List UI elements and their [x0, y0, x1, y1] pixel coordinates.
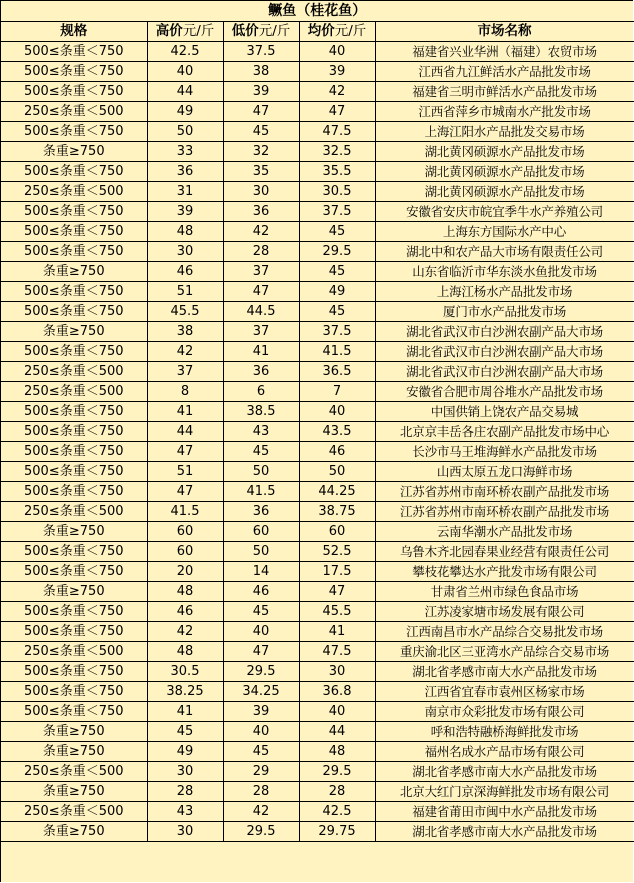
avg-price-cell: 41: [299, 622, 375, 642]
high-price-cell: 45.5: [147, 302, 223, 322]
avg-price-cell: 32.5: [299, 142, 375, 162]
avg-price-cell: 35.5: [299, 162, 375, 182]
spec-cell: 250≤条重＜500: [1, 762, 147, 782]
spec-cell: 500≤条重＜750: [1, 302, 147, 322]
high-price-cell: 40: [147, 62, 223, 82]
low-price-cell: 45: [223, 742, 299, 762]
high-price-cell: 49: [147, 102, 223, 122]
avg-price-cell: 49: [299, 282, 375, 302]
table-row: [1, 342, 634, 362]
table-row: [1, 42, 634, 62]
table-row: [1, 782, 634, 802]
table-row: [1, 62, 634, 82]
high-price-cell: 44: [147, 82, 223, 102]
high-price-cell: 28: [147, 782, 223, 802]
high-price-cell: 48: [147, 642, 223, 662]
high-price-cell: 42: [147, 622, 223, 642]
avg-price-cell: 37.5: [299, 202, 375, 222]
table-row: [1, 642, 634, 662]
table-row: [1, 622, 634, 642]
spec-cell: 500≤条重＜750: [1, 82, 147, 102]
avg-price-cell: 30.5: [299, 182, 375, 202]
high-price-cell: 60: [147, 542, 223, 562]
spec-cell: 500≤条重＜750: [1, 162, 147, 182]
market-cell: 湖北中和农产品大市场有限责任公司: [375, 242, 634, 262]
avg-price-cell: 60: [299, 522, 375, 542]
spec-cell: 500≤条重＜750: [1, 42, 147, 62]
spec-cell: 500≤条重＜750: [1, 62, 147, 82]
market-cell: 重庆渝北区三亚湾水产品综合交易市场: [375, 642, 634, 662]
market-cell: 湖北省孝感市南大水产品批发市场: [375, 822, 634, 842]
high-price-cell: 36: [147, 162, 223, 182]
avg-price-cell: 45: [299, 302, 375, 322]
table-row: [1, 302, 634, 322]
high-price-cell: 51: [147, 282, 223, 302]
high-price-cell: 38.25: [147, 682, 223, 702]
low-price-cell: 38: [223, 62, 299, 82]
low-price-cell: 29.5: [223, 662, 299, 682]
market-cell: 安徽省合肥市周谷堆水产品批发市场: [375, 382, 634, 402]
spec-cell: 500≤条重＜750: [1, 482, 147, 502]
avg-price-cell: 43.5: [299, 422, 375, 442]
avg-price-cell: 45.5: [299, 602, 375, 622]
market-cell: 长沙市马王堆海鲜水产品批发市场: [375, 442, 634, 462]
spec-cell: 条重≥750: [1, 582, 147, 602]
low-price-cell: 37.5: [223, 42, 299, 62]
spec-cell: 500≤条重＜750: [1, 682, 147, 702]
spec-cell: 500≤条重＜750: [1, 402, 147, 422]
market-cell: 江苏凌家塘市场发展有限公司: [375, 602, 634, 622]
avg-price-cell: 40: [299, 702, 375, 722]
avg-price-cell: 38.75: [299, 502, 375, 522]
spec-cell: 250≤条重＜500: [1, 182, 147, 202]
avg-price-cell: 36.8: [299, 682, 375, 702]
table-row: [1, 82, 634, 102]
market-cell: 湖北黄冈硕源水产品批发市场: [375, 162, 634, 182]
table-body: [1, 42, 634, 842]
market-cell: 呼和浩特融桥海鲜批发市场: [375, 722, 634, 742]
spec-cell: 500≤条重＜750: [1, 602, 147, 622]
low-price-cell: 41.5: [223, 482, 299, 502]
avg-price-cell: 46: [299, 442, 375, 462]
avg-price-cell: 40: [299, 42, 375, 62]
table-row: [1, 682, 634, 702]
high-price-cell: 49: [147, 742, 223, 762]
table-row: [1, 722, 634, 742]
spec-cell: 500≤条重＜750: [1, 442, 147, 462]
table-row: [1, 482, 634, 502]
market-cell: 湖北省孝感市南大水产品批发市场: [375, 662, 634, 682]
low-price-cell: 38.5: [223, 402, 299, 422]
table-row: [1, 602, 634, 622]
spec-cell: 500≤条重＜750: [1, 342, 147, 362]
low-price-cell: 60: [223, 522, 299, 542]
market-cell: 中国供销上饶农产品交易城: [375, 402, 634, 422]
low-price-cell: 37: [223, 322, 299, 342]
table-row: [1, 442, 634, 462]
header-avg-unit: 元/斤: [334, 23, 367, 39]
table-row: [1, 582, 634, 602]
table-row: [1, 662, 634, 682]
spec-cell: 250≤条重＜500: [1, 382, 147, 402]
avg-price-cell: 45: [299, 262, 375, 282]
market-cell: 江西南昌市水产品综合交易批发市场: [375, 622, 634, 642]
spec-cell: 500≤条重＜750: [1, 202, 147, 222]
table-row: [1, 142, 634, 162]
high-price-cell: 46: [147, 602, 223, 622]
low-price-cell: 50: [223, 462, 299, 482]
low-price-cell: 39: [223, 702, 299, 722]
header-low-unit: 元/斤: [258, 23, 291, 39]
avg-price-cell: 29.5: [299, 242, 375, 262]
high-price-cell: 30.5: [147, 662, 223, 682]
spec-cell: 250≤条重＜500: [1, 502, 147, 522]
market-cell: 福建省兴业华洲（福建）农贸市场: [375, 42, 634, 62]
spec-cell: 条重≥750: [1, 522, 147, 542]
table-row: [1, 462, 634, 482]
low-price-cell: 50: [223, 542, 299, 562]
market-cell: 江西省九江鲜活水产品批发市场: [375, 62, 634, 82]
spec-cell: 500≤条重＜750: [1, 282, 147, 302]
header-market: 市场名称: [375, 22, 634, 42]
avg-price-cell: 50: [299, 462, 375, 482]
avg-price-cell: 47.5: [299, 642, 375, 662]
table-row: [1, 362, 634, 382]
spec-cell: 条重≥750: [1, 142, 147, 162]
avg-price-cell: 40: [299, 402, 375, 422]
avg-price-cell: 47.5: [299, 122, 375, 142]
low-price-cell: 42: [223, 802, 299, 822]
avg-price-cell: 47: [299, 582, 375, 602]
market-cell: 厦门市水产品批发市场: [375, 302, 634, 322]
avg-price-cell: 42: [299, 82, 375, 102]
high-price-cell: 48: [147, 222, 223, 242]
spec-cell: 500≤条重＜750: [1, 242, 147, 262]
avg-price-cell: 44: [299, 722, 375, 742]
low-price-cell: 42: [223, 222, 299, 242]
market-cell: 云南华潮水产品批发市场: [375, 522, 634, 542]
spec-cell: 500≤条重＜750: [1, 422, 147, 442]
avg-price-cell: 17.5: [299, 562, 375, 582]
low-price-cell: 47: [223, 282, 299, 302]
table-row: [1, 522, 634, 542]
avg-price-cell: 44.25: [299, 482, 375, 502]
market-cell: 上海江杨水产品批发市场: [375, 282, 634, 302]
avg-price-cell: 47: [299, 102, 375, 122]
low-price-cell: 36: [223, 362, 299, 382]
spec-cell: 条重≥750: [1, 262, 147, 282]
high-price-cell: 44: [147, 422, 223, 442]
high-price-cell: 41: [147, 402, 223, 422]
avg-price-cell: 37.5: [299, 322, 375, 342]
table-row: [1, 742, 634, 762]
spec-cell: 250≤条重＜500: [1, 362, 147, 382]
market-cell: 攀枝花攀达水产批发市场有限公司: [375, 562, 634, 582]
low-price-cell: 45: [223, 602, 299, 622]
low-price-cell: 29: [223, 762, 299, 782]
low-price-cell: 43: [223, 422, 299, 442]
spec-cell: 250≤条重＜500: [1, 102, 147, 122]
header-avg-label: 均价: [307, 23, 335, 39]
table-row: [1, 502, 634, 522]
avg-price-cell: 30: [299, 662, 375, 682]
high-price-cell: 31: [147, 182, 223, 202]
table-row: [1, 242, 634, 262]
low-price-cell: 40: [223, 622, 299, 642]
market-cell: 湖北省武汉市白沙洲农副产品大市场: [375, 362, 634, 382]
avg-price-cell: 52.5: [299, 542, 375, 562]
high-price-cell: 45: [147, 722, 223, 742]
low-price-cell: 14: [223, 562, 299, 582]
table-row: [1, 702, 634, 722]
table-row: [1, 422, 634, 442]
header-high-unit: 元/斤: [182, 23, 215, 39]
high-price-cell: 20: [147, 562, 223, 582]
avg-price-cell: 39: [299, 62, 375, 82]
header-high-price: [147, 22, 223, 42]
market-cell: 江苏省苏州市南环桥农副产品批发市场: [375, 502, 634, 522]
table-title-row: [1, 1, 634, 22]
high-price-cell: 33: [147, 142, 223, 162]
high-price-cell: 42: [147, 342, 223, 362]
spec-cell: 500≤条重＜750: [1, 662, 147, 682]
table-row: [1, 322, 634, 342]
low-price-cell: 36: [223, 202, 299, 222]
low-price-cell: 32: [223, 142, 299, 162]
table-row: [1, 802, 634, 822]
spec-cell: 条重≥750: [1, 742, 147, 762]
high-price-cell: 43: [147, 802, 223, 822]
spec-cell: 条重≥750: [1, 722, 147, 742]
table-row: [1, 222, 634, 242]
high-price-cell: 30: [147, 762, 223, 782]
avg-price-cell: 45: [299, 222, 375, 242]
market-cell: 福州名成水产品市场有限公司: [375, 742, 634, 762]
low-price-cell: 30: [223, 182, 299, 202]
low-price-cell: 39: [223, 82, 299, 102]
avg-price-cell: 36.5: [299, 362, 375, 382]
spec-cell: 条重≥750: [1, 822, 147, 842]
low-price-cell: 28: [223, 782, 299, 802]
market-cell: 江西省萍乡市城南水产批发市场: [375, 102, 634, 122]
table-row: [1, 562, 634, 582]
market-cell: 南京市众彩批发市场有限公司: [375, 702, 634, 722]
high-price-cell: 8: [147, 382, 223, 402]
table-row: [1, 762, 634, 782]
low-price-cell: 36: [223, 502, 299, 522]
spec-cell: 500≤条重＜750: [1, 702, 147, 722]
low-price-cell: 47: [223, 102, 299, 122]
market-cell: 湖北黄冈硕源水产品批发市场: [375, 142, 634, 162]
table-row: [1, 202, 634, 222]
price-table: [1, 1, 634, 842]
high-price-cell: 38: [147, 322, 223, 342]
high-price-cell: 41.5: [147, 502, 223, 522]
market-cell: 北京大红门京深海鲜批发市场有限公司: [375, 782, 634, 802]
market-cell: 湖北省武汉市白沙洲农副产品大市场: [375, 322, 634, 342]
high-price-cell: 30: [147, 822, 223, 842]
high-price-cell: 37: [147, 362, 223, 382]
market-cell: 山东省临沂市华东淡水鱼批发市场: [375, 262, 634, 282]
low-price-cell: 41: [223, 342, 299, 362]
avg-price-cell: 28: [299, 782, 375, 802]
table-title: 鳜鱼（桂花鱼）: [1, 1, 634, 22]
low-price-cell: 45: [223, 442, 299, 462]
market-cell: 北京京丰岳各庄农副产品批发市场中心: [375, 422, 634, 442]
avg-price-cell: 41.5: [299, 342, 375, 362]
high-price-cell: 48: [147, 582, 223, 602]
low-price-cell: 29.5: [223, 822, 299, 842]
header-low-price: [223, 22, 299, 42]
table-row: [1, 402, 634, 422]
market-cell: 江苏省苏州市南环桥农副产品批发市场: [375, 482, 634, 502]
spec-cell: 500≤条重＜750: [1, 222, 147, 242]
avg-price-cell: 29.75: [299, 822, 375, 842]
table-row: [1, 542, 634, 562]
low-price-cell: 37: [223, 262, 299, 282]
high-price-cell: 42.5: [147, 42, 223, 62]
avg-price-cell: 7: [299, 382, 375, 402]
table-row: [1, 182, 634, 202]
table-header-row: [1, 22, 634, 42]
high-price-cell: 47: [147, 442, 223, 462]
avg-price-cell: 29.5: [299, 762, 375, 782]
header-high-label: 高价: [155, 23, 183, 39]
low-price-cell: 6: [223, 382, 299, 402]
market-cell: 湖北黄冈硕源水产品批发市场: [375, 182, 634, 202]
high-price-cell: 30: [147, 242, 223, 262]
market-cell: 江西省宜春市袁州区杨家市场: [375, 682, 634, 702]
spec-cell: 500≤条重＜750: [1, 462, 147, 482]
table-row: [1, 122, 634, 142]
spec-cell: 500≤条重＜750: [1, 542, 147, 562]
low-price-cell: 47: [223, 642, 299, 662]
high-price-cell: 39: [147, 202, 223, 222]
low-price-cell: 44.5: [223, 302, 299, 322]
market-cell: 湖北省武汉市白沙洲农副产品大市场: [375, 342, 634, 362]
avg-price-cell: 48: [299, 742, 375, 762]
spec-cell: 条重≥750: [1, 322, 147, 342]
spec-cell: 250≤条重＜500: [1, 802, 147, 822]
high-price-cell: 51: [147, 462, 223, 482]
table-row: [1, 822, 634, 842]
market-cell: 山西太原五龙口海鲜市场: [375, 462, 634, 482]
table-row: [1, 262, 634, 282]
market-cell: 福建省三明市鲜活水产品批发市场: [375, 82, 634, 102]
table-row: [1, 382, 634, 402]
low-price-cell: 46: [223, 582, 299, 602]
spec-cell: 500≤条重＜750: [1, 622, 147, 642]
spec-cell: 500≤条重＜750: [1, 562, 147, 582]
spec-cell: 条重≥750: [1, 782, 147, 802]
market-cell: 上海东方国际水产中心: [375, 222, 634, 242]
header-avg-price: [299, 22, 375, 42]
header-low-label: 低价: [231, 23, 259, 39]
high-price-cell: 47: [147, 482, 223, 502]
high-price-cell: 60: [147, 522, 223, 542]
low-price-cell: 40: [223, 722, 299, 742]
low-price-cell: 45: [223, 122, 299, 142]
market-cell: 甘肃省兰州市绿色食品市场: [375, 582, 634, 602]
low-price-cell: 34.25: [223, 682, 299, 702]
high-price-cell: 46: [147, 262, 223, 282]
table-row: [1, 162, 634, 182]
high-price-cell: 41: [147, 702, 223, 722]
table-row: [1, 102, 634, 122]
table-row: [1, 282, 634, 302]
spec-cell: 500≤条重＜750: [1, 122, 147, 142]
low-price-cell: 28: [223, 242, 299, 262]
spec-cell: 250≤条重＜500: [1, 642, 147, 662]
low-price-cell: 35: [223, 162, 299, 182]
high-price-cell: 50: [147, 122, 223, 142]
avg-price-cell: 42.5: [299, 802, 375, 822]
market-cell: 上海江阳水产品批发交易市场: [375, 122, 634, 142]
market-cell: 安徽省安庆市皖宜季牛水产养殖公司: [375, 202, 634, 222]
market-cell: 湖北省孝感市南大水产品批发市场: [375, 762, 634, 782]
market-cell: 福建省莆田市闽中水产品批发市场: [375, 802, 634, 822]
market-cell: 乌鲁木齐北园春果业经营有限责任公司: [375, 542, 634, 562]
header-spec: 规格: [1, 22, 147, 42]
